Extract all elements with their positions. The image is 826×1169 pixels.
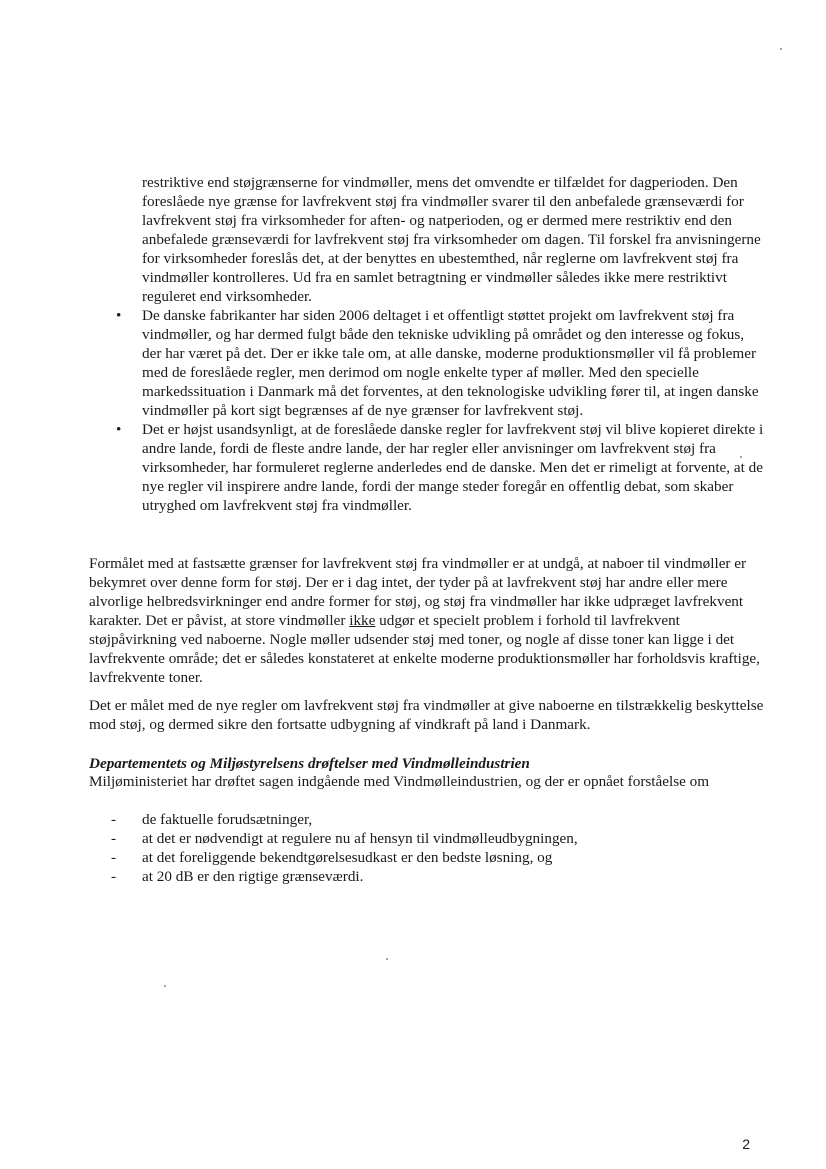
purpose-underlined-word: ikke xyxy=(349,612,376,629)
purpose-paragraph xyxy=(89,554,769,687)
list-item xyxy=(116,420,766,515)
continuation-paragraph: restriktive end støjgrænserne for vindmøller, mens det omvendte er tilfældet for dagperioden. Den foreslåede nye grænse for lavfrekvent støj fra vindmøller svarer til den anbefalede grænseværdi for lavfrekvent støj fra virksomheder for aften- og natperioden, og er dermed mere restriktiv end den anbefalede grænseværdi for lavfrekvent støj fra virksomheder om dagen. Til forskel fra anvisningerne for virksomheder foreslås det, at der benyttes en ubestemthed, når reglerne om lavfrekvent støj fra vindmøller kontrolleres. Ud fra en samlet betragtning er vindmøller således ikke mere restriktivt reguleret end virksomheder. xyxy=(142,174,761,305)
goal-paragraph: Det er målet med de nye regler om lavfrekvent støj fra vindmøller at give naboerne en tilstrækkelig beskyttelse mod støj, og dermed sikre den fortsatte udbygning af vindkraft på land i Danmark. xyxy=(89,697,764,733)
dash-icon: - xyxy=(111,830,117,847)
scan-speck xyxy=(780,48,782,50)
dash-icon: - xyxy=(111,811,117,828)
bullet-list xyxy=(116,306,766,515)
dash-item-text: at det er nødvendigt at regulere nu af hensyn til vindmølleudbygningen, xyxy=(142,830,578,847)
page-number: 2 xyxy=(742,1136,750,1152)
ministry-paragraph: Miljøministeriet har drøftet sagen indgående med Vindmølleindustrien, og der er opnået forståelse om xyxy=(89,773,710,790)
scan-speck xyxy=(386,958,388,960)
bullet-text: De danske fabrikanter har siden 2006 deltaget i et offentligt støttet projekt om lavfrekvent støj fra vindmøller, og har dermed fulgt både den tekniske udvikling på området og den interesse og fokus, der har været på det. Der er ikke tale om, at alle danske, moderne produktionsmøller vil få problemer med de foreslåede regler, men derimod om nogle enkelte typer af møller. Med den specielle markedssituation i Danmark må det forventes, at den teknologiske udvikling fører til, at ingen danske vindmøller på kort sigt begrænses af de nye grænser for lavfrekvent støj. xyxy=(142,307,759,419)
bullet-icon: • xyxy=(116,307,122,324)
dash-icon: - xyxy=(111,868,117,885)
section-heading: Departementets og Miljøstyrelsens drøftelser med Vindmølleindustrien xyxy=(89,755,530,772)
dash-item-text: at det foreliggende bekendtgørelsesudkast er den bedste løsning, og xyxy=(142,849,553,866)
bullet-text: Det er højst usandsynligt, at de foreslåede danske regler for lavfrekvent støj vil blive kopieret direkte i andre lande, fordi de fleste andre lande, der har regler eller anvisninger om lavfrekvent støj fra virksomheder, har formuleret reglerne anderledes end de danske. Men det er rimeligt at forvente, at de nye regler vil inspirere andre lande, fordi der mange steder foregår en offentlig debat, som skaber utryghed om lavfrekvent støj fra vindmøller. xyxy=(142,421,764,514)
list-item xyxy=(89,848,769,867)
dash-list xyxy=(89,810,769,886)
bullet-icon: • xyxy=(116,421,122,438)
dash-item-text: de faktuelle forudsætninger, xyxy=(142,811,313,828)
list-item xyxy=(89,829,769,848)
scan-speck xyxy=(164,985,166,987)
dash-icon: - xyxy=(111,849,117,866)
purpose-text-after: udgør et specielt problem i forhold til lavfrekvent støjpåvirkning ved naboerne. Nogle møller udsender støj med toner, og nogle af disse toner kan ligge i det lavfrekvente område; det er således konstateret at enkelte moderne produktionsmøller har forholdsvis kraftige, lavfrekvente toner. xyxy=(89,612,760,686)
list-item xyxy=(89,810,769,829)
scan-speck xyxy=(740,456,742,458)
list-item xyxy=(116,306,766,420)
dash-item-text: at 20 dB er den rigtige grænseværdi. xyxy=(142,868,364,885)
purpose-text-before: Formålet med at fastsætte grænser for lavfrekvent støj fra vindmøller er at undgå, at naboer til vindmøller er bekymret over denne form for støj. Der er i dag intet, der tyder på at lavfrekvent støj har andre eller mere alvorlige helbredsvirkninger end andre former for støj, og støj fra vindmøller har ikke udpræget lavfrekvent karakter. Det er påvist, at store vindmøller xyxy=(89,555,747,629)
list-item xyxy=(89,867,769,886)
